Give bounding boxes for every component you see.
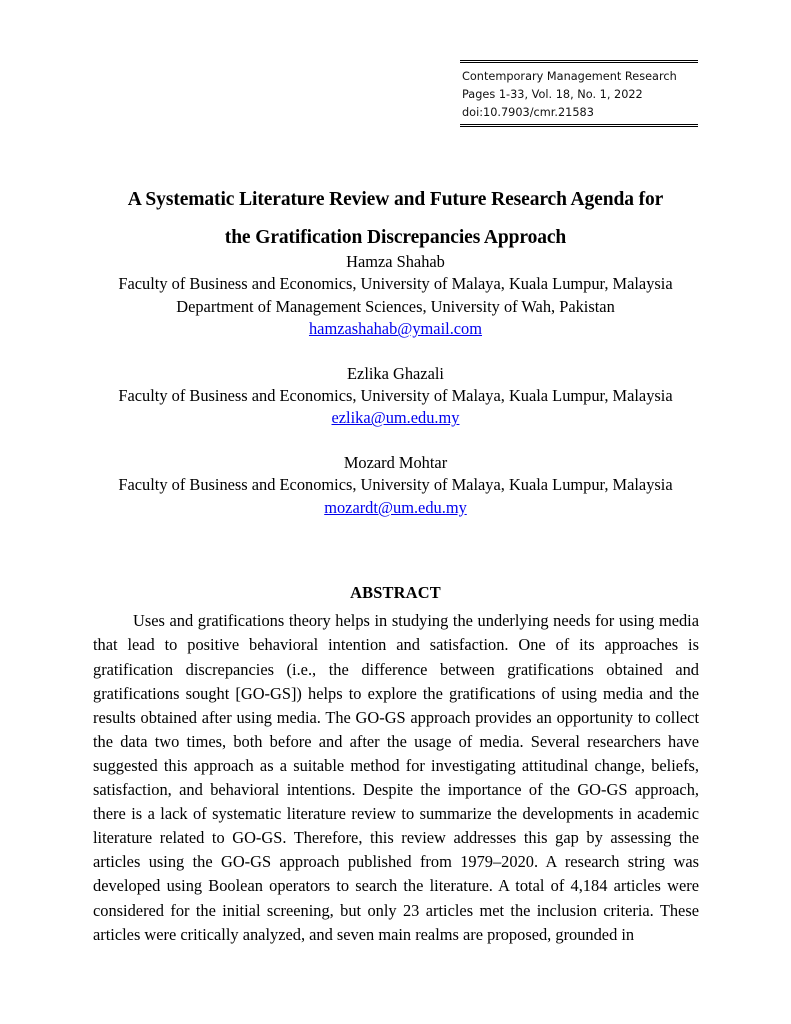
author-affiliation: Faculty of Business and Economics, University of Malaya, Kuala Lumpur, Malaysia bbox=[118, 274, 673, 294]
author-email-wrapper bbox=[93, 318, 698, 340]
author-block bbox=[93, 363, 698, 430]
abstract-text: Uses and gratifications theory helps in studying the underlying needs for using media that lead to positive behavioral intention and satisfaction. One of its approaches is gratification discrepancies (i.e., the difference between gratifications obtained and gratifications sought [GO-GS]) helps to explore the gratifications of using media and the results obtained after using media. The GO-GS approach provides an opportunity to collect the data two times, both before and after the usage of media. Several researchers have suggested this approach as a suitable method for investigating attitudinal change, beliefs, satisfaction, and behavioral intentions. Despite the importance of the GO-GS approach, there is a lack of systematic literature review to summarize the developments in academic literature related to GO-GS. Therefore, this review addresses this gap by assessing the articles using the GO-GS approach published from 1979–2020. A research string was developed using Boolean operators to search the literature. A total of 4,184 articles were considered for the initial screening, but only 23 articles met the inclusion criteria. These articles were critically analyzed, and seven main realms are proposed, grounded in bbox=[93, 611, 699, 944]
paper-title bbox=[93, 181, 698, 257]
paper-title-line-1: A Systematic Literature Review and Future Research Agenda for bbox=[127, 189, 664, 211]
journal-doi: doi:10.7903/cmr.21583 bbox=[462, 106, 594, 119]
author-name: Ezlika Ghazali bbox=[347, 363, 444, 383]
author-name: Hamza Shahab bbox=[346, 252, 445, 271]
journal-header-box bbox=[460, 60, 698, 127]
paper-title-line-2: the Gratification Discrepancies Approach bbox=[224, 227, 567, 249]
author-email-link[interactable]: mozardt@um.edu.my bbox=[324, 497, 467, 517]
journal-name: Contemporary Management Research bbox=[462, 70, 677, 83]
author-affiliation: Faculty of Business and Economics, University of Malaya, Kuala Lumpur, Malaysia bbox=[118, 386, 673, 406]
author-email-link[interactable]: hamzashahab@ymail.com bbox=[308, 319, 483, 339]
author-affiliation: Faculty of Business and Economics, University of Malaya, Kuala Lumpur, Malaysia bbox=[118, 475, 673, 495]
author-list bbox=[93, 251, 698, 519]
author-block bbox=[93, 251, 698, 341]
author-affiliation: Department of Management Sciences, University of Wah, Pakistan bbox=[176, 296, 615, 316]
author-block bbox=[93, 452, 698, 519]
author-email-link[interactable]: ezlika@um.edu.my bbox=[331, 408, 460, 428]
author-email-wrapper bbox=[93, 407, 698, 429]
author-name: Mozard Mohtar bbox=[343, 452, 448, 472]
author-email-wrapper bbox=[93, 497, 698, 519]
abstract-heading: ABSTRACT bbox=[350, 582, 441, 602]
journal-pages-volume: Pages 1-33, Vol. 18, No. 1, 2022 bbox=[462, 88, 643, 101]
